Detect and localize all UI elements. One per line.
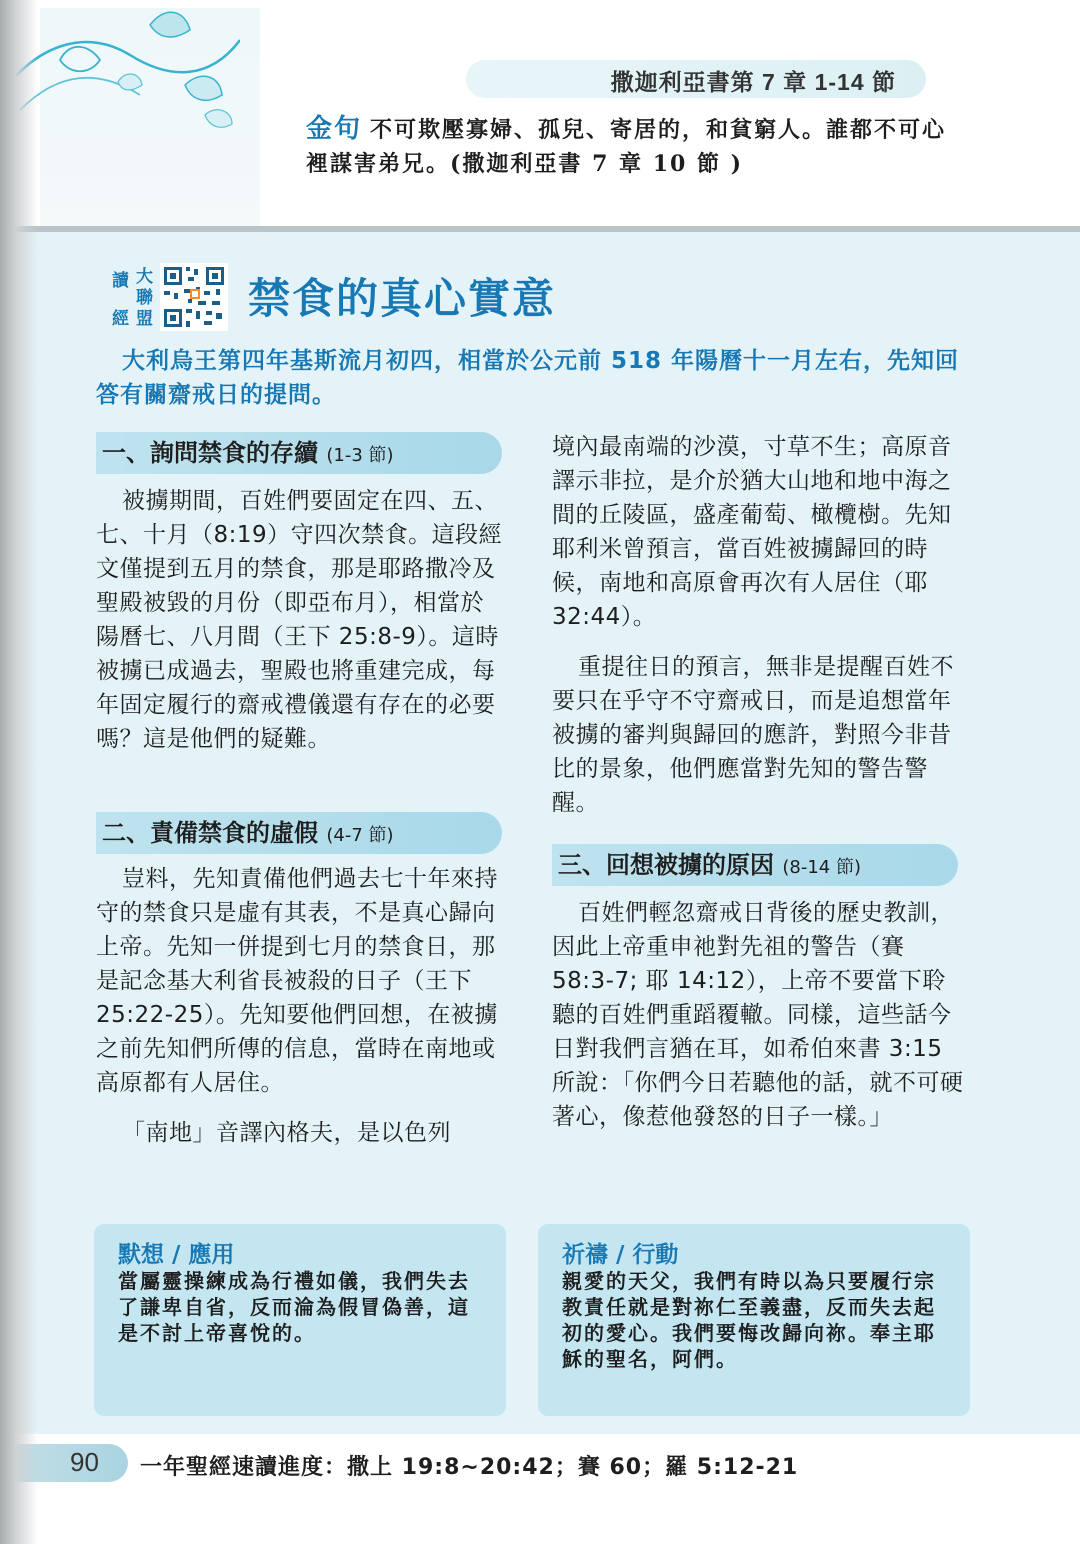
- paragraph: 「南地」音譯內格夫，是以色列: [122, 1120, 451, 1146]
- section-heading-2: [96, 812, 502, 854]
- meditation-box: [94, 1224, 506, 1416]
- paragraph: 豈料，先知責備他們過去七十年來持守的禁食只是虛有其表，不是真心歸向上帝。先知一併提到七月的禁食日，那是記念基大利省長被殺的日子（王下 25:22-25）。先知要他們回想，在被擄之前先知們所傳的信息，當時在南地或高原都有人居住。: [96, 866, 498, 1096]
- prayer-text: 親愛的天父，我們有時以為只要履行宗教責任就是對祢仁至義盡，反而失去起初的愛心。我們要悔改歸向祢。奉主耶穌的聖名，阿們。: [562, 1269, 936, 1371]
- prayer-title: 祈禱 / 行動: [562, 1242, 679, 1268]
- reading-plan: 一年聖經速讀進度：撒上 19:8~20:42；賽 60；羅 5:12-21: [140, 1455, 799, 1480]
- left-column-part-1: [96, 484, 506, 756]
- meditation-title: 默想 / 應用: [118, 1242, 235, 1268]
- paragraph: 境內最南端的沙漠，寸草不生；高原音譯示非拉，是介於猶大山地和地中海之間的丘陵區，盛產葡萄、橄欖樹。先知耶利米曾預言，當百姓被擄歸回的時候，南地和高原會再次有人居住（耶 32:44）。: [552, 434, 952, 630]
- prayer-box: [538, 1224, 970, 1416]
- right-column-part-2: [552, 896, 964, 1134]
- book-spine-shadow: [0, 0, 38, 1544]
- golden-verse-label: 金句: [306, 114, 363, 144]
- golden-verse-text: 不可欺壓寡婦、孤兒、寄居的，和貧窮人。誰都不可心裡謀害弟兄。(撒迦利亞書 7 章 10 節 ): [306, 117, 947, 177]
- page-number: 90: [70, 1447, 99, 1477]
- qr-code-icon[interactable]: [160, 263, 228, 331]
- paragraph: 被擄期間，百姓們要固定在四、五、七、十月（8:19）守四次禁食。這段經文僅提到五月的禁食，那是耶路撒冷及聖殿被毀的月份（即亞布月），相當於陽曆七、八月間（王下 25:8-9）。這時被擄已成過去，聖殿也將重建完成，每年固定履行的齋戒禮儀還有存在的必要嗎？這是他們的疑難。: [96, 488, 503, 752]
- qr-label: [110, 268, 158, 332]
- section-heading-3: [552, 844, 958, 886]
- section-verses: (8-14 節): [782, 857, 861, 878]
- section-verses: (1-3 節): [326, 445, 394, 466]
- section-verses: (4-7 節): [326, 825, 394, 846]
- paragraph: 重提往日的預言，無非是提醒百姓不要只在乎守不守齋戒日，而是追想當年被擄的審判與歸回的應許，對照今非昔比的景象，他們應當對先知的警告警醒。: [552, 654, 954, 816]
- right-column-part-1: [552, 430, 964, 820]
- left-column-part-2: [96, 862, 506, 1150]
- intro-text: 大利烏王第四年基斯流月初四，相當於公元前 518 年陽曆十一月左右，先知回答有關齋戒日的提問。: [96, 348, 960, 408]
- qr-label-char: 盟: [136, 309, 153, 329]
- paragraph: 百姓們輕忽齋戒日背後的歷史教訓，因此上帝重申祂對先祖的警告（賽 58:3-7; 耶 14:12），上帝不要當下聆聽的百姓們重蹈覆轍。同樣，這些話今日對我們言猶在耳，如希伯來書 3:15 所說：「你們今日若聽他的話，就不可硬著心，像惹他發怒的日子一樣。」: [552, 900, 964, 1130]
- meditation-text: 當屬靈操練成為行禮如儀，我們失去了謙卑自省，反而淪為假冒偽善，這是不討上帝喜悅的。: [118, 1269, 470, 1345]
- qr-label-char: 經: [112, 309, 129, 329]
- section-heading-text: 三、回想被擄的原因: [558, 851, 774, 879]
- section-heading-1: [96, 432, 502, 474]
- section-heading-text: 一、詢問禁食的存續: [102, 439, 318, 467]
- passage-reference: 撒迦利亞書第 7 章 1-14 節: [610, 69, 896, 95]
- page-title: 禁食的真心實意: [248, 274, 557, 323]
- section-heading-text: 二、責備禁食的虛假: [102, 819, 318, 847]
- qr-label-char: 讀: [112, 271, 129, 291]
- page-header: [0, 0, 1080, 228]
- qr-label-char: 聯: [136, 288, 153, 308]
- qr-label-char: 大: [136, 267, 153, 287]
- golden-verse: [306, 112, 966, 181]
